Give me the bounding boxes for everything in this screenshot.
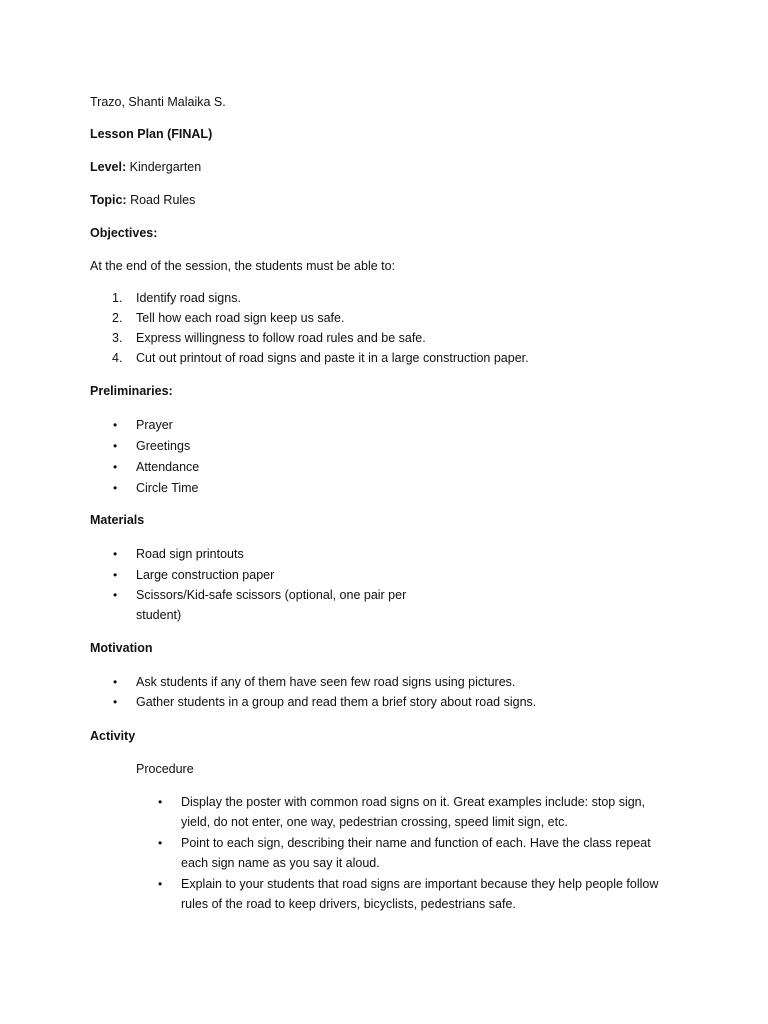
objective-number: 1.	[112, 291, 123, 305]
preliminary-item: Greetings	[136, 439, 191, 453]
objective-item: Tell how each road sign keep us safe.	[136, 311, 345, 325]
motivation-heading: Motivation	[90, 641, 153, 655]
objective-number: 2.	[112, 311, 123, 325]
bullet-icon: •	[113, 439, 118, 453]
preliminary-item: Attendance	[136, 460, 200, 474]
objective-number: 4.	[112, 351, 123, 365]
objective-number: 3.	[112, 331, 123, 345]
procedure-item: Display the poster with common road signs on it. Great examples include: stop sign,	[181, 795, 646, 809]
document-title: Lesson Plan (FINAL)	[90, 127, 213, 141]
activity-heading: Activity	[90, 729, 136, 743]
bullet-icon: •	[113, 547, 118, 561]
preliminary-item: Prayer	[136, 418, 173, 432]
bullet-icon: •	[113, 695, 118, 709]
bullet-icon: •	[158, 877, 163, 891]
bullet-icon: •	[158, 836, 163, 850]
objective-item: Identify road signs.	[136, 291, 241, 305]
level-value: Kindergarten	[129, 160, 202, 174]
objective-item: Cut out printout of road signs and paste it in a large construction paper.	[136, 351, 529, 365]
bullet-icon: •	[113, 568, 118, 582]
topic-value: Road Rules	[130, 193, 196, 207]
bullet-icon: •	[113, 675, 118, 689]
procedure-item-continuation: yield, do not enter, one way, pedestrian crossing, speed limit sign, etc.	[181, 815, 568, 829]
material-item: Large construction paper	[136, 568, 275, 582]
preliminaries-heading: Preliminaries:	[90, 384, 173, 398]
bullet-icon: •	[158, 795, 163, 809]
level-line	[90, 159, 201, 175]
bullet-icon: •	[113, 481, 118, 495]
procedure-subheading: Procedure	[136, 762, 194, 776]
material-item-continuation: student)	[136, 608, 182, 622]
bullet-icon: •	[113, 588, 118, 602]
preliminary-item: Circle Time	[136, 481, 199, 495]
motivation-item: Ask students if any of them have seen few road signs using pictures.	[136, 675, 516, 689]
materials-heading: Materials	[90, 513, 145, 527]
material-item: Scissors/Kid-safe scissors (optional, one pair per	[136, 588, 407, 602]
author-name: Trazo, Shanti Malaika S.	[90, 95, 226, 109]
topic-label: Topic:	[90, 193, 127, 207]
procedure-item: Point to each sign, describing their name and function of each. Have the class repeat	[181, 836, 651, 850]
material-item: Road sign printouts	[136, 547, 244, 561]
bullet-icon: •	[113, 460, 118, 474]
topic-line	[90, 192, 195, 208]
objectives-heading: Objectives:	[90, 226, 158, 240]
objective-item: Express willingness to follow road rules and be safe.	[136, 331, 426, 345]
procedure-item: Explain to your students that road signs are important because they help people follow	[181, 877, 659, 891]
procedure-item-continuation: each sign name as you say it aloud.	[181, 856, 380, 870]
bullet-icon: •	[113, 418, 118, 432]
level-label: Level:	[90, 160, 127, 174]
motivation-item: Gather students in a group and read them a brief story about road signs.	[136, 695, 537, 709]
procedure-item-continuation: rules of the road to keep drivers, bicyclists, pedestrians safe.	[181, 897, 516, 911]
objectives-intro: At the end of the session, the students must be able to:	[90, 259, 396, 273]
